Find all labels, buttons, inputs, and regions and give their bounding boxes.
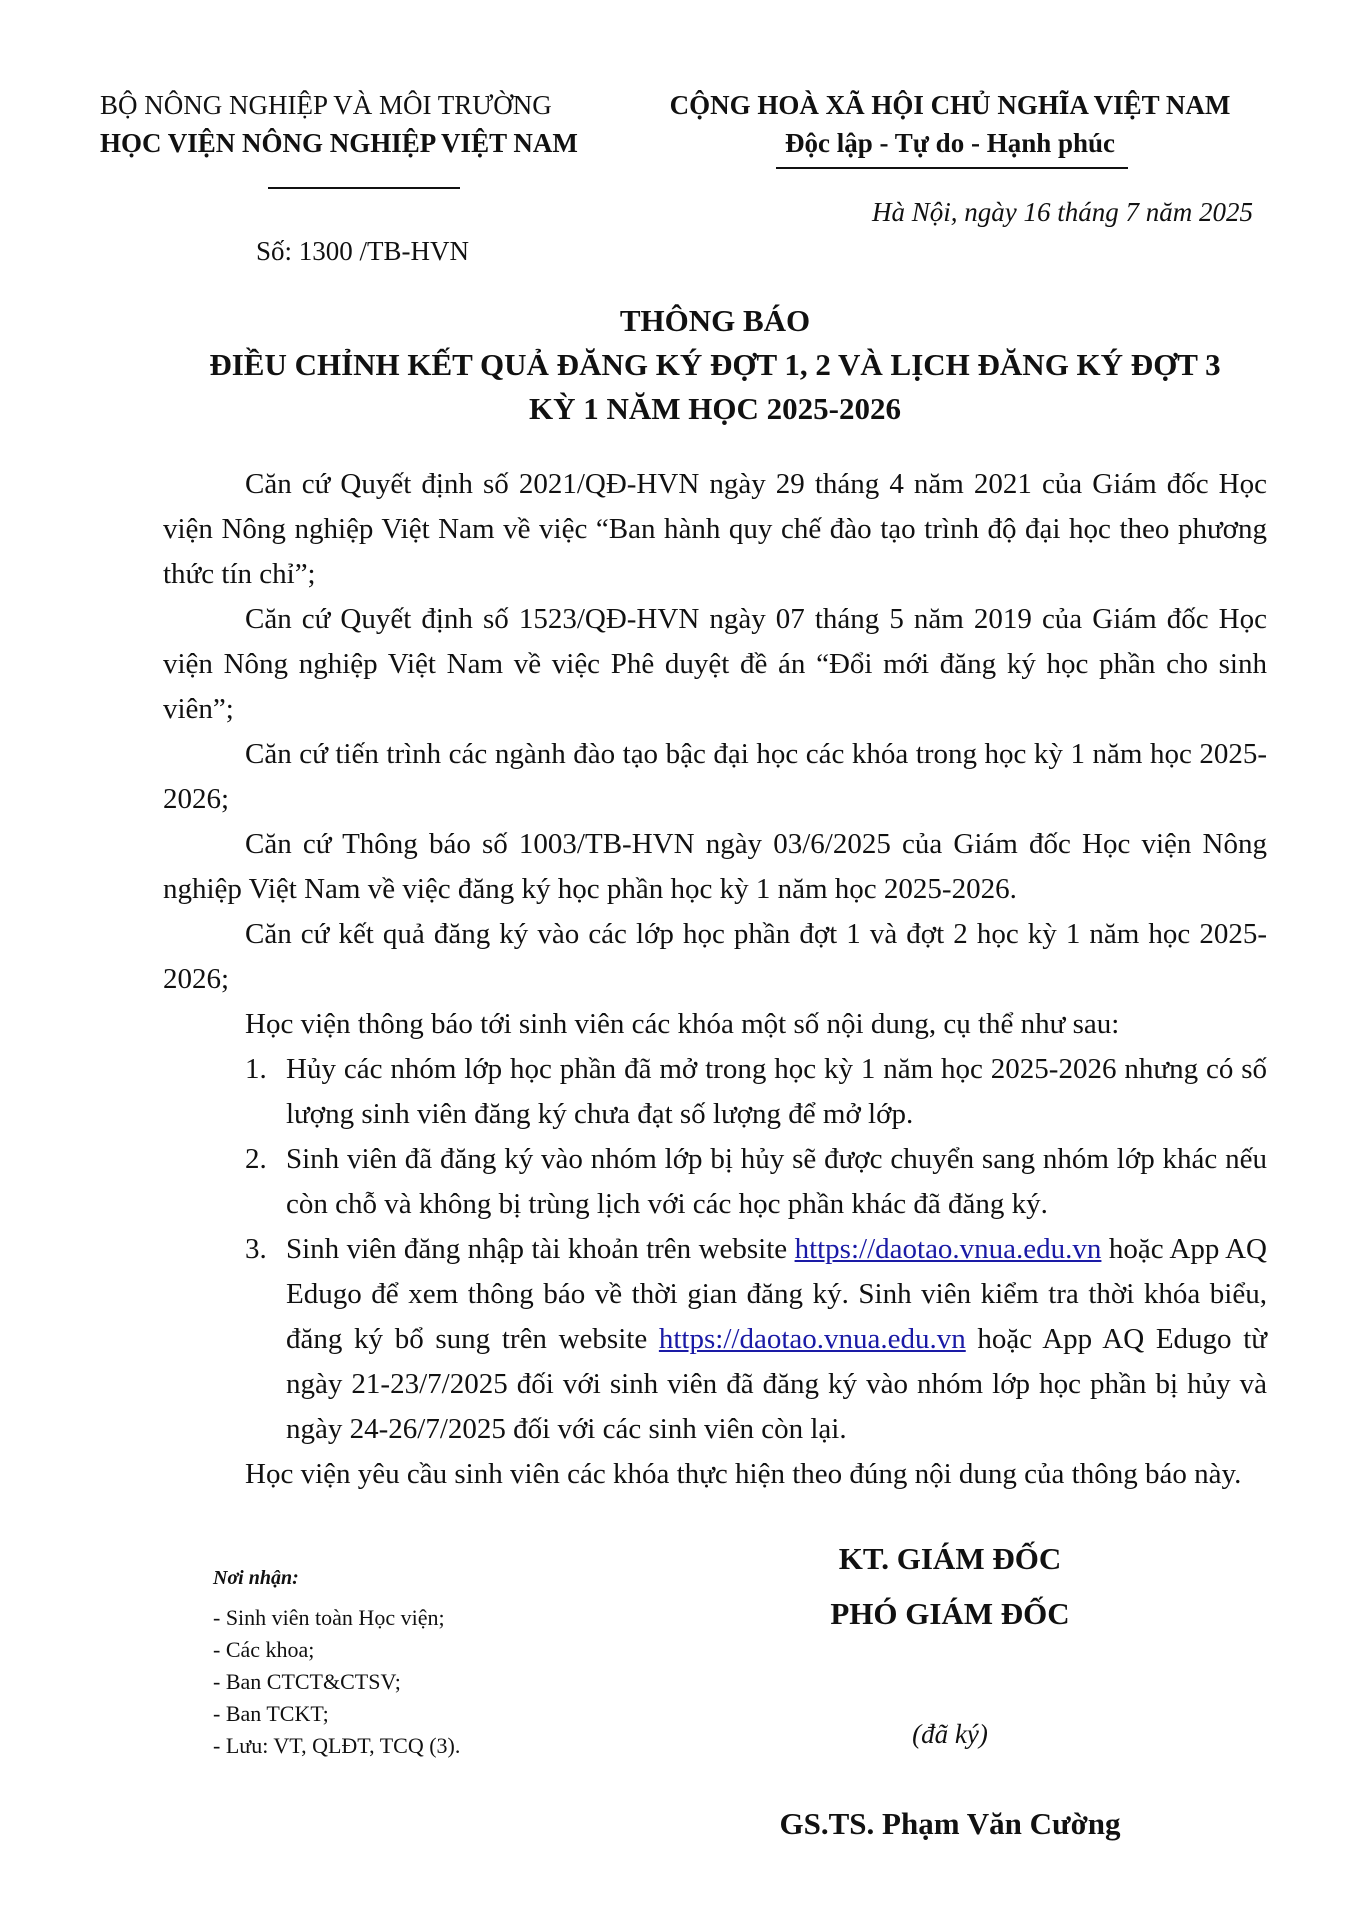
list-item-number: 1.	[245, 1053, 267, 1085]
recipient-item: - Ban CTCT&CTSV;	[213, 1669, 401, 1694]
daotao-website-link-2[interactable]: https://daotao.vnua.edu.vn	[658, 1323, 966, 1355]
notice-items	[163, 1047, 1267, 1452]
list-item-text: hoặc App AQ Edugo từ ngày 21-23/7/2025 đối với sinh viên đã đăng ký vào nhóm lớp học phần bị hủy và ngày 24-26/7/2025 đối với các sinh viên còn lại.	[286, 1323, 1267, 1445]
signature-title-1: KT. GIÁM ĐỐC	[838, 1541, 1062, 1576]
recipients-title: Nơi nhận:	[213, 1567, 299, 1589]
paragraph-legal-basis-1: Căn cứ Quyết định số 2021/QĐ-HVN ngày 29 tháng 4 năm 2021 của Giám đốc Học viện Nông nghiệp Việt Nam về việc “Ban hành quy chế đào tạo trình độ đại học theo phương thức tín chỉ”;	[163, 468, 1267, 590]
document-date: Hà Nội, ngày 16 tháng 7 năm 2025	[872, 197, 1253, 227]
list-item-text: Hủy các nhóm lớp học phần đã mở trong học kỳ 1 năm học 2025-2026 nhưng có số lượng sinh viên đăng ký chưa đạt số lượng để mở lớp.	[286, 1053, 1267, 1130]
paragraph-legal-basis-3: Căn cứ tiến trình các ngành đào tạo bậc đại học các khóa trong học kỳ 1 năm học 2025-2026;	[163, 738, 1267, 815]
list-item-text: hoặc App AQ Edugo để xem thông báo về thời gian đăng ký. Sinh viên kiểm tra thời khóa biểu, đăng ký bổ sung trên website	[286, 1233, 1267, 1355]
signature-title-2: PHÓ GIÁM ĐỐC	[830, 1596, 1070, 1631]
recipients-block	[213, 1562, 460, 1762]
recipient-item: - Sinh viên toàn Học viện;	[213, 1605, 445, 1630]
right-header-rule	[776, 167, 1128, 169]
left-header-rule	[268, 187, 460, 189]
recipient-item: - Các khoa;	[213, 1637, 315, 1662]
recipient-item: - Lưu: VT, QLĐT, TCQ (3).	[213, 1733, 461, 1758]
paragraph-legal-basis-2: Căn cứ Quyết định số 1523/QĐ-HVN ngày 07 tháng 5 năm 2019 của Giám đốc Học viện Nông nghiệp Việt Nam về việc Phê duyệt đề án “Đổi mới đăng ký học phần cho sinh viên”;	[163, 603, 1267, 725]
signed-note: (đã ký)	[912, 1719, 988, 1749]
paragraph-closing: Học viện yêu cầu sinh viên các khóa thực hiện theo đúng nội dung của thông báo này.	[245, 1458, 1242, 1490]
signer-name: GS.TS. Phạm Văn Cường	[779, 1806, 1121, 1841]
paragraph-intro: Học viện thông báo tới sinh viên các khóa một số nội dung, cụ thể như sau:	[245, 1008, 1120, 1040]
recipient-item: - Ban TCKT;	[213, 1701, 329, 1726]
daotao-website-link[interactable]: https://daotao.vnua.edu.vn	[794, 1233, 1102, 1265]
list-item-number: 3.	[245, 1233, 267, 1265]
title-line-1: THÔNG BÁO	[619, 303, 811, 338]
institution-name: HỌC VIỆN NÔNG NGHIỆP VIỆT NAM	[100, 128, 578, 158]
country-name: CỘNG HOÀ XÃ HỘI CHỦ NGHĨA VIỆT NAM	[669, 90, 1231, 120]
national-motto: Độc lập - Tự do - Hạnh phúc	[784, 128, 1116, 158]
list-item-text: Sinh viên đăng nhập tài khoản trên website	[286, 1233, 795, 1265]
paragraph-legal-basis-5: Căn cứ kết quả đăng ký vào các lớp học phần đợt 1 và đợt 2 học kỳ 1 năm học 2025-2026;	[163, 918, 1267, 995]
list-item	[163, 1047, 1267, 1137]
list-item	[163, 1227, 1267, 1452]
list-item-number: 2.	[245, 1143, 267, 1175]
ministry-name: BỘ NÔNG NGHIỆP VÀ MÔI TRƯỜNG	[100, 90, 552, 120]
document-body	[163, 462, 1267, 1497]
title-line-3: KỲ 1 NĂM HỌC 2025-2026	[529, 391, 901, 426]
title-line-2: ĐIỀU CHỈNH KẾT QUẢ ĐĂNG KÝ ĐỢT 1, 2 VÀ LỊCH ĐĂNG KÝ ĐỢT 3	[209, 347, 1221, 382]
list-item-text: Sinh viên đã đăng ký vào nhóm lớp bị hủy sẽ được chuyển sang nhóm lớp khác nếu còn chỗ và không bị trùng lịch với các học phần khác đã đăng ký.	[286, 1143, 1267, 1220]
list-item	[163, 1137, 1267, 1227]
document-number: Số: 1300 /TB-HVN	[256, 236, 470, 266]
document-title	[100, 299, 1330, 431]
paragraph-legal-basis-4: Căn cứ Thông báo số 1003/TB-HVN ngày 03/6/2025 của Giám đốc Học viện Nông nghiệp Việt Nam về việc đăng ký học phần học kỳ 1 năm học 2025-2026.	[163, 828, 1267, 905]
